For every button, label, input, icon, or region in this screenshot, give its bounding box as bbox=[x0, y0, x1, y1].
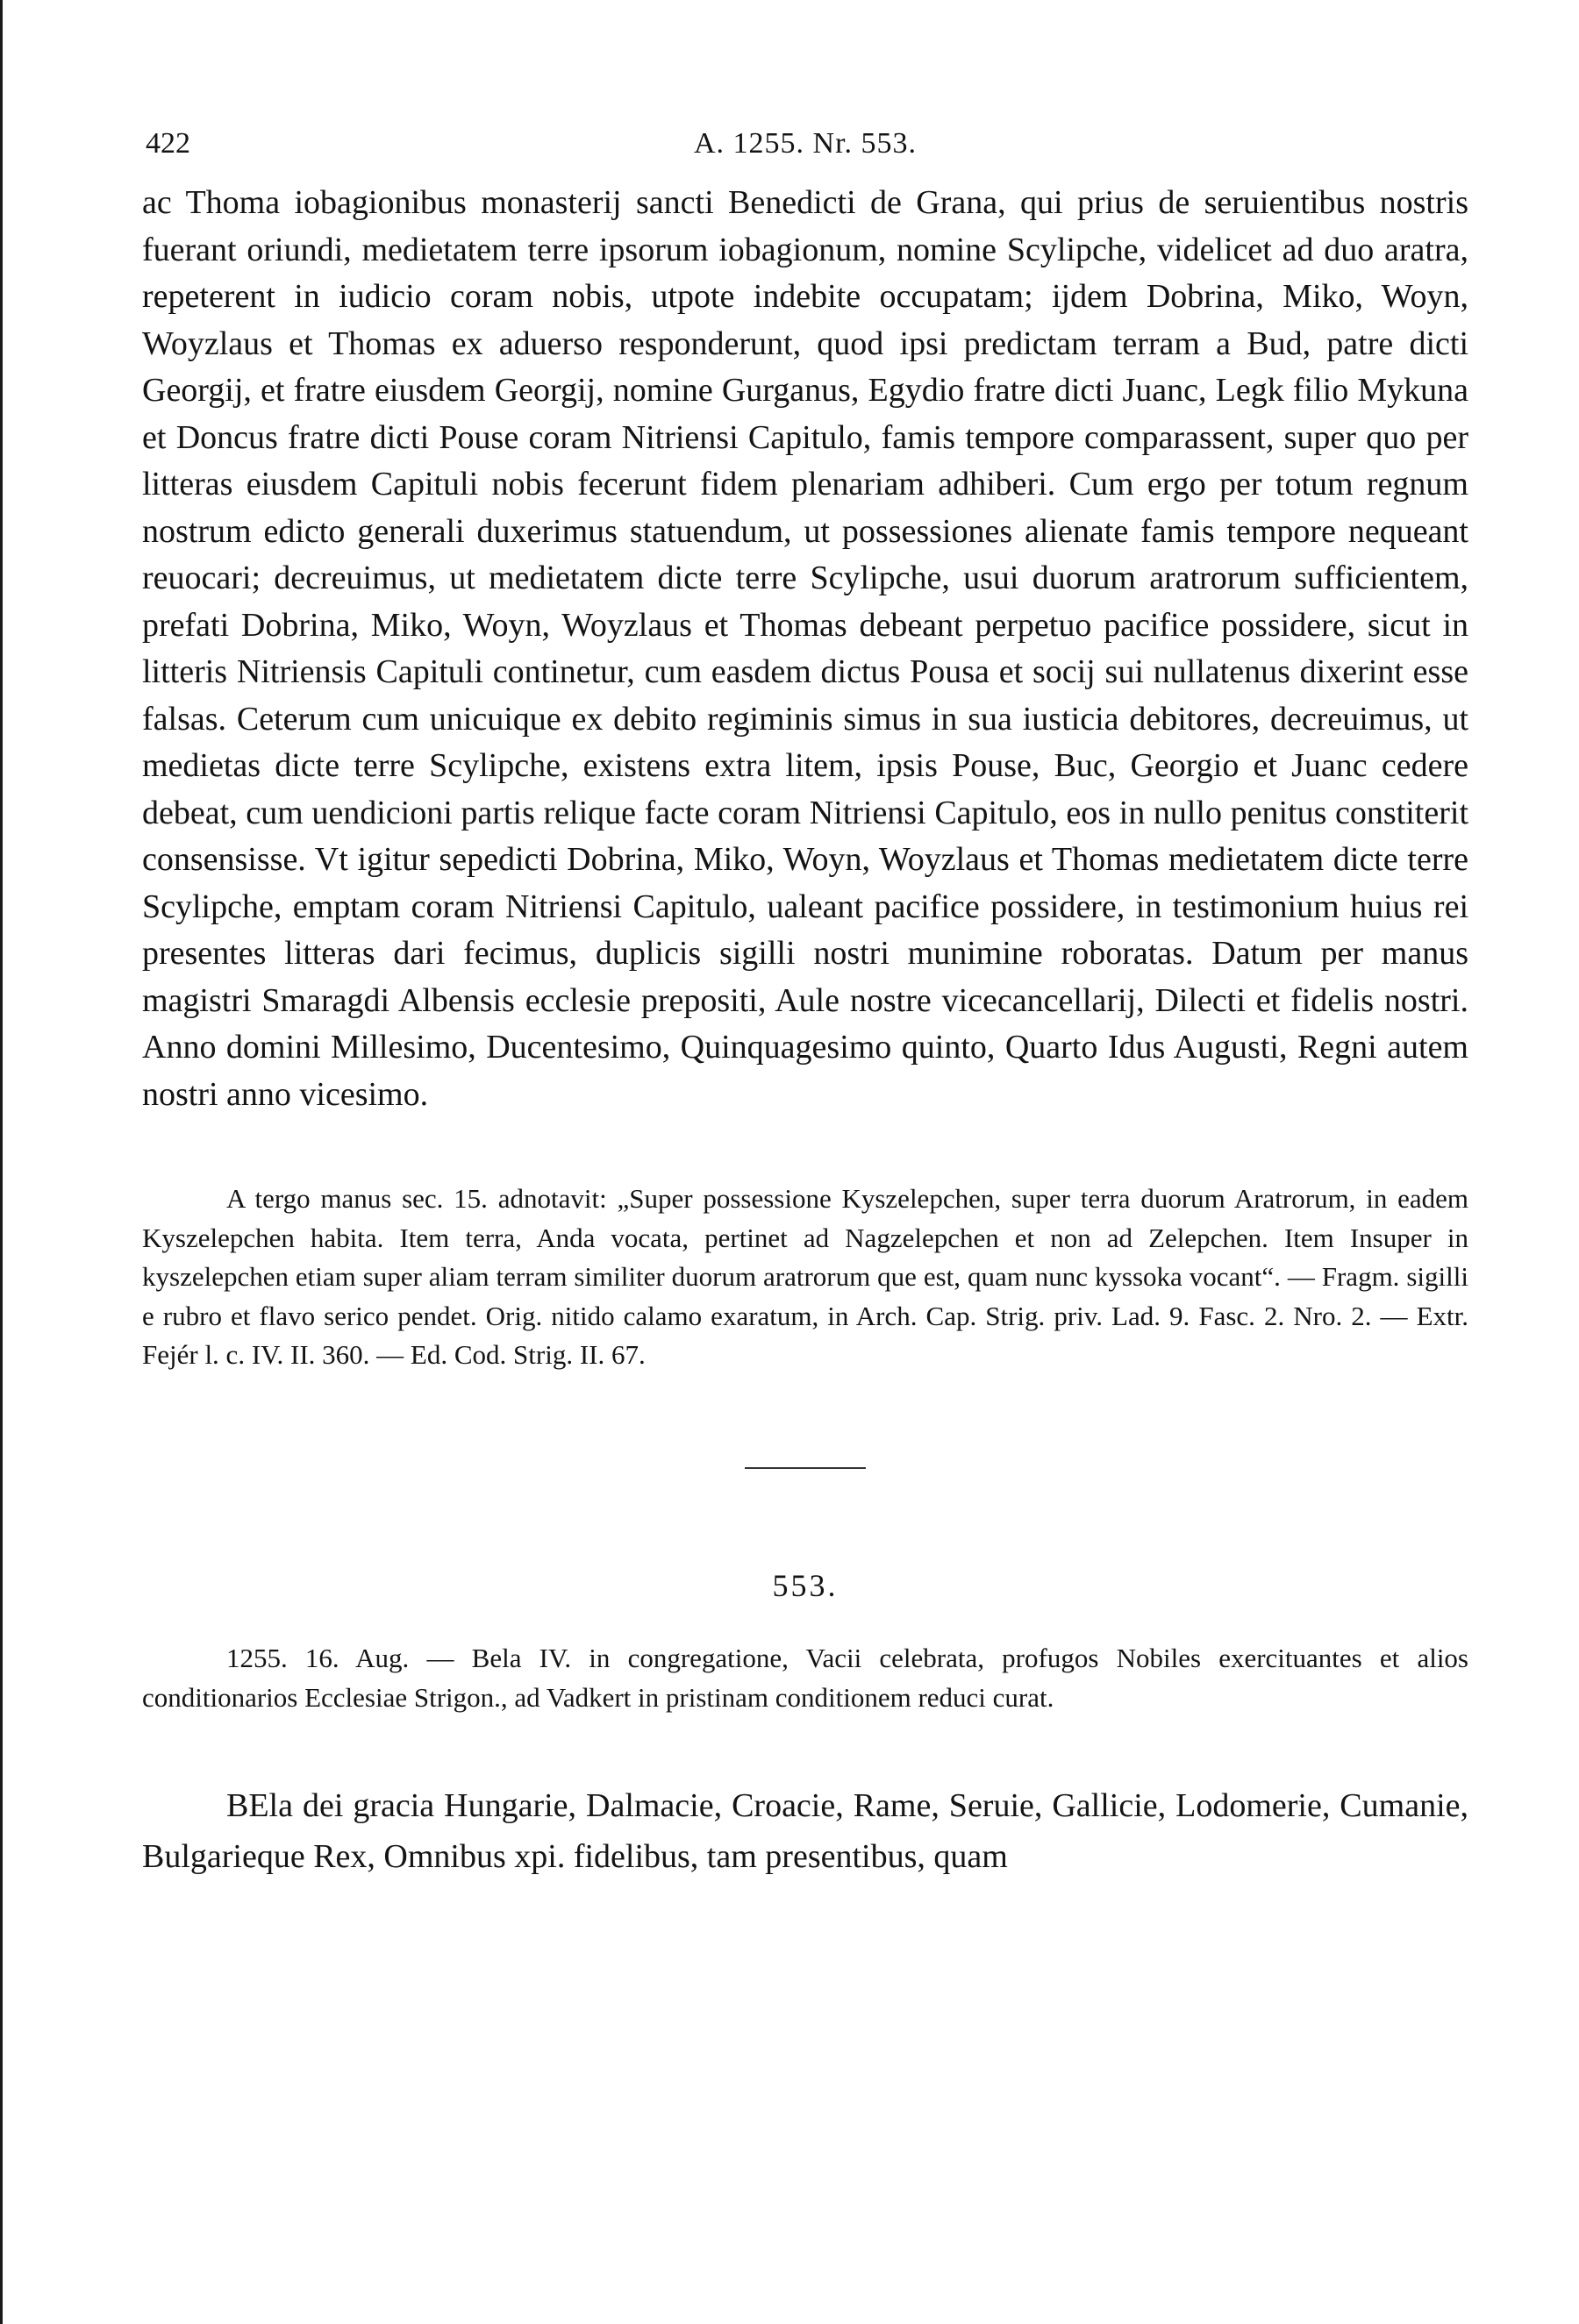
charter-opening-text: BEla dei gracia Hungarie, Dalmacie, Croacie, Rame, Seruie, Gallicie, Lodomerie, Cumanie, Bulgarieque Rex, Omnibus xpi. fidelibus, tam presentibus, quam bbox=[142, 1787, 1468, 1876]
book-page bbox=[142, 127, 1468, 1882]
page-header bbox=[142, 127, 1468, 180]
document-number: 553. bbox=[772, 1567, 839, 1603]
document-regest: 1255. 16. Aug. — Bela IV. in congregatione, Vacii celebrata, profugos Nobiles exercituantes et alios conditionarios Ecclesiae Strigon., ad Vadkert in pristinam conditionem reduci curat. bbox=[142, 1642, 1468, 1713]
running-head: A. 1255. Nr. 553. bbox=[693, 127, 918, 160]
page-number: 422 bbox=[146, 127, 190, 160]
section-separator bbox=[745, 1467, 866, 1469]
scan-edge bbox=[0, 0, 3, 2324]
editorial-notes: A tergo manus sec. 15. adnotavit: „Super possessione Kyszelepchen, super terra duorum Aratrorum, in eadem Kyszelepchen habita. Item terra, Anda vocata, pertinet ad Nagzelepchen et non ad Zelepchen. Item Insuper in kyszelepchen etiam super aliam terram similiter duorum aratrorum que est, quam nunc kyssoka vocant“. — Fragm. sigilli e rubro et flavo serico pendet. Orig. nitido calamo exaratum, in Arch. Cap. Strig. priv. Lad. 9. Fasc. 2. Nro. 2. — Extr. Fejér l. c. IV. II. 360. — Ed. Cod. Strig. II. 67. bbox=[142, 1183, 1468, 1371]
charter-text: ac Thoma iobagionibus monasterij sancti Benedicti de Grana, qui prius de seruientibus nostris fuerant oriundi, medietatem terre ipsorum iobagionum, nomine Scylipche, videlicet ad duo aratra, repeterent in iudicio coram nobis, utpote indebite occupatam; ijdem Dobrina, Miko, Woyn, Woyzlaus et Thomas ex aduerso responderunt, quod ipsi predictam terram a Bud, patre dicti Georgij, et fratre eiusdem Georgij, nomine Gurganus, Egydio fratre dicti Juanc, Legk filio Mykuna et Doncus fratre dicti Pouse coram Nitriensi Capitulo, famis tempore comparassent, super quo per litteras eiusdem Capituli nobis fecerunt fidem plenariam adhiberi. Cum ergo per totum regnum nostrum edicto generali duxerimus statuendum, ut possessiones alienate famis tempore nequeant reuocari; decreuimus, ut medietatem dicte terre Scylipche, usui duorum aratrorum sufficientem, prefati Dobrina, Miko, Woyn, Woyzlaus et Thomas debeant perpetuo pacifice possidere, sicut in litteris Nitriensis Capituli continetur, cum easdem dictus Pousa et socij sui nullatenus dixerint esse falsas. Ceterum cum unicuique ex debito regiminis simus in sua iusticia debitores, decreuimus, ut medietas dicte terre Scylipche, existens extra litem, ipsis Pouse, Buc, Georgio et Juanc cedere debeat, cum uendicioni partis relique facte coram Nitriensi Capitulo, eos in nullo penitus constiterit consensisse. Vt igitur sepedicti Dobrina, Miko, Woyn, Woyzlaus et Thomas medietatem dicte terre Scylipche, emptam coram Nitriensi Capitulo, ualeant pacifice possidere, in testimonium huius rei presentes litteras dari fecimus, duplicis sigilli nostri munimine roboratas. Datum per manus magistri Smaragdi Albensis ecclesie prepositi, Aule nostre vicecancellarij, Dilecti et fidelis nostri. Anno domini Millesimo, Ducentesimo, Quinquagesimo quinto, Quarto Idus Augusti, Regni autem nostri anno vicesimo. bbox=[142, 184, 1468, 1113]
